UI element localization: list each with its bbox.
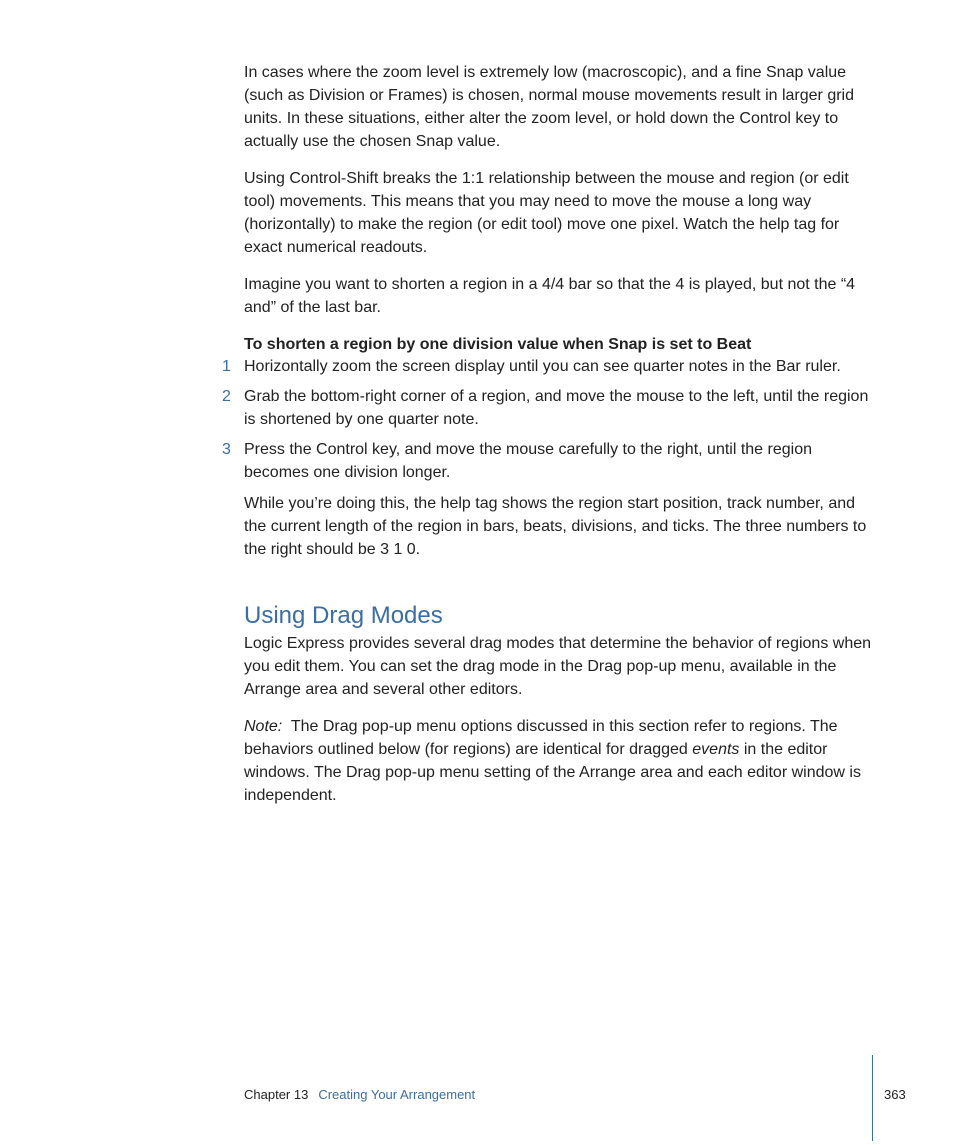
section-heading: Using Drag Modes [244,602,443,629]
step-number: 1 [222,358,231,375]
footer-chapter-title: Creating Your Arrangement [318,1087,476,1102]
note-text-part1: The Drag pop-up menu options discussed in this section refer to regions. The behaviors outlined below (for regions) are identical for dragged [244,718,838,758]
page-number: 363 [884,1087,906,1102]
paragraph-control-shift: Using Control-Shift breaks the 1:1 relationship between the mouse and region (or edit tool) movements. This means that you may need to move the mouse a long way (horizontally) to make the region (or edit tool) move one pixel. Watch the help tag for exact numerical readouts. [244,170,849,256]
step-number: 2 [222,388,231,405]
paragraph-zoom-level: In cases where the zoom level is extremely low (macroscopic), and a fine Snap value (such as Division or Frames) is chosen, normal mouse movements result in larger grid units. In these situations, either alter the zoom level, or hold down the Control key to actually use the chosen Snap value. [244,64,854,150]
step-item [222,385,876,431]
task-title: To shorten a region by one division value when Snap is set to Beat [244,336,752,353]
paragraph-drag-modes-intro: Logic Express provides several drag modes that determine the behavior of regions when you edit them. You can set the drag mode in the Drag pop-up menu, available in the Arrange area and several other editors. [244,635,872,698]
step-text: Grab the bottom-right corner of a region, and move the mouse to the left, until the region is shortened by one quarter note. [244,388,869,428]
page-content [222,61,876,821]
steps-list [222,355,876,484]
paragraph-shorten-example: Imagine you want to shorten a region in a 4/4 bar so that the 4 is played, but not the “4 and” of the last bar. [244,276,856,316]
step-number: 3 [222,441,231,458]
note-emphasis: events [692,741,740,758]
footer-divider [872,1055,873,1141]
step-item [222,355,876,378]
page-footer [244,1085,904,1105]
step-text: Press the Control key, and move the mouse carefully to the right, until the region becomes one division longer. [244,441,812,481]
note-label: Note: [244,718,283,735]
paragraph-help-tag: While you’re doing this, the help tag shows the region start position, track number, and the current length of the region in bars, beats, divisions, and ticks. The three numbers to the right should be 3 1 0. [244,495,867,558]
step-item [222,438,876,484]
footer-chapter: Chapter 13 [244,1087,309,1102]
note-text-part2: in the editor windows. The Drag pop-up menu setting of the Arrange area and each editor window is independent. [244,741,861,804]
note-paragraph [244,715,876,807]
step-text: Horizontally zoom the screen display until you can see quarter notes in the Bar ruler. [244,358,841,375]
